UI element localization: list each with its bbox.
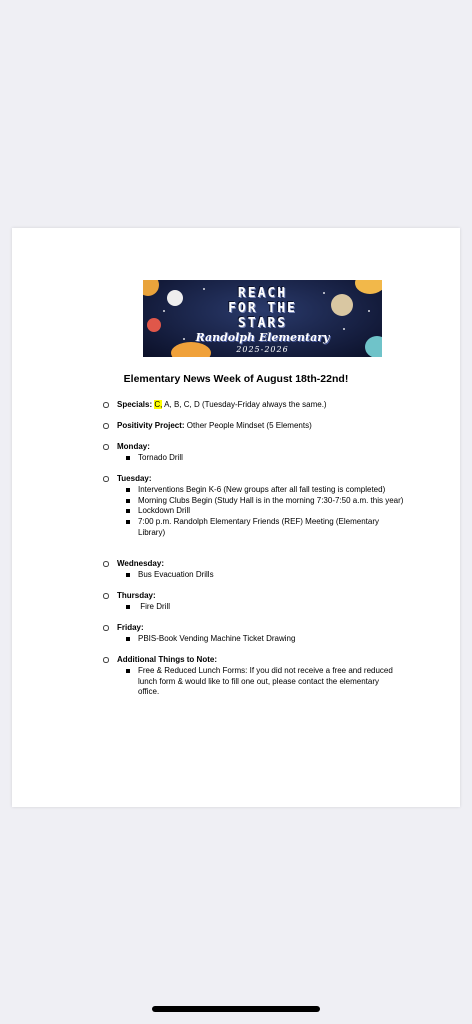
list-item — [138, 517, 408, 538]
section-text: A, B, C, D (Tuesday-Friday always the same.) — [162, 400, 327, 409]
list-item-text: Morning Clubs Begin (Study Hall is in the morning 7:30-7:50 a.m. this year) — [138, 495, 404, 505]
list-item — [138, 496, 408, 507]
friday-list — [138, 634, 408, 645]
list-item — [138, 570, 408, 581]
square-bullet-icon — [126, 509, 130, 513]
list-item-text: PBIS-Book Vending Machine Ticket Drawing — [138, 634, 296, 643]
section-label: Monday: — [117, 442, 150, 451]
list-item-text: Bus Evacuation Drills — [138, 570, 214, 579]
document-page — [12, 228, 460, 807]
square-bullet-icon — [126, 499, 130, 503]
square-bullet-icon — [126, 605, 130, 609]
section-positivity-project — [117, 421, 312, 432]
section-label: Specials: — [117, 400, 153, 409]
list-item — [138, 666, 400, 698]
square-bullet-icon — [126, 573, 130, 577]
banner-line-2: FOR THE — [228, 301, 297, 316]
section-tuesday — [117, 474, 152, 485]
section-text: Other People Mindset (5 Elements) — [184, 421, 312, 430]
newsletter-title: Elementary News Week of August 18th-22nd! — [123, 373, 349, 385]
monday-list — [138, 453, 408, 464]
section-wednesday — [117, 559, 164, 570]
hollow-bullet-icon — [103, 625, 109, 631]
section-label: Wednesday: — [117, 559, 164, 568]
section-thursday — [117, 591, 156, 602]
thursday-list — [138, 602, 408, 613]
hollow-bullet-icon — [103, 402, 109, 408]
hollow-bullet-icon — [103, 476, 109, 482]
section-friday — [117, 623, 144, 634]
home-indicator[interactable] — [152, 1006, 320, 1012]
section-additional-notes — [117, 655, 217, 666]
section-label: Additional Things to Note: — [117, 655, 217, 664]
tuesday-list — [138, 485, 408, 539]
list-item — [138, 506, 408, 517]
section-monday — [117, 442, 150, 453]
additional-list — [138, 666, 400, 698]
reach-for-the-stars-banner — [143, 280, 382, 357]
section-label: Thursday: — [117, 591, 156, 600]
hollow-bullet-icon — [103, 593, 109, 599]
list-item — [138, 485, 408, 496]
list-item — [138, 453, 408, 464]
square-bullet-icon — [126, 669, 130, 673]
hollow-bullet-icon — [103, 444, 109, 450]
banner-line-1: REACH — [237, 286, 288, 301]
list-item — [138, 634, 408, 645]
square-bullet-icon — [126, 488, 130, 492]
wednesday-list — [138, 570, 408, 581]
highlighted-special: C, — [154, 400, 163, 409]
list-item-text: Lockdown Drill — [138, 506, 191, 516]
section-label: Positivity Project: — [117, 421, 185, 430]
list-item-text: Tornado Drill — [138, 453, 183, 462]
list-item-text: 7:00 p.m. Randolph Elementary Friends (REF) Meeting (Elementary Library) — [138, 517, 379, 537]
banner-line-3: STARS — [237, 316, 288, 331]
banner-years: 2025-2026 — [236, 345, 289, 354]
section-label: Friday: — [117, 623, 144, 632]
list-item-text: Free & Reduced Lunch Forms: If you did not receive a free and reduced lunch form & would like to fill one out, please contact the elementary office. — [138, 666, 393, 697]
list-item-text: Fire Drill — [138, 602, 170, 611]
hollow-bullet-icon — [103, 561, 109, 567]
section-specials — [117, 400, 327, 411]
list-item-text: Interventions Begin K-6 (New groups after all fall testing is completed) — [138, 485, 386, 494]
hollow-bullet-icon — [103, 423, 109, 429]
section-label: Tuesday: — [117, 474, 152, 483]
list-item — [138, 602, 408, 613]
hollow-bullet-icon — [103, 657, 109, 663]
banner-school-name: Randolph Elementary — [195, 331, 330, 344]
square-bullet-icon — [126, 637, 130, 641]
square-bullet-icon — [126, 520, 130, 524]
square-bullet-icon — [126, 456, 130, 460]
